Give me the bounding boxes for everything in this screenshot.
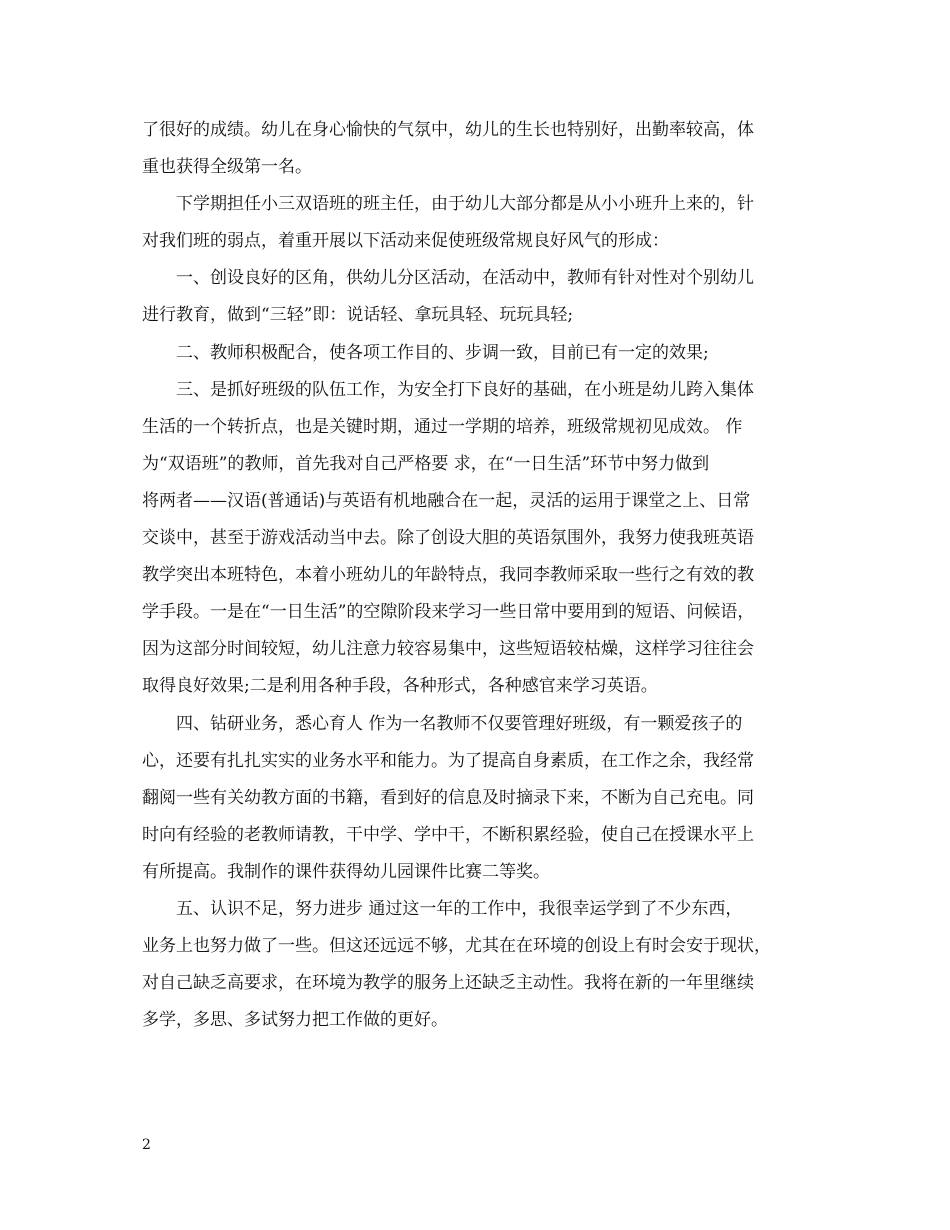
- text-line: 重也获得全级第一名。: [142, 157, 312, 178]
- text-line: 对自己缺乏高要求，在环境为教学的服务上还缺乏主动性。我将在新的一年里继续: [142, 973, 754, 994]
- text-line: 业务上也努力做了一些。但这还远远不够，尤其在在环境的创设上有时会安于现状，: [142, 936, 771, 957]
- text-line: 将两者——汉语(普通话)与英语有机地融合在一起，灵活的运用于课堂之上、日常: [142, 490, 751, 511]
- text-line: 了很好的成绩。幼儿在身心愉快的气氛中，幼儿的生长也特别好，出勤率较高，体: [142, 120, 754, 140]
- body-text: [142, 112, 822, 1039]
- text-line: 时向有经验的老教师请教，干中学、学中干，不断积累经验，使自己在授课水平上: [142, 824, 754, 845]
- text-line: 翻阅一些有关幼教方面的书籍，看到好的信息及时摘录下来，不断为自己充电。同: [142, 787, 754, 808]
- text-line: 对我们班的弱点，着重开展以下活动来促使班级常规良好风气的形成：: [142, 231, 669, 252]
- text-line: 多学，多思、多试努力把工作做的更好。: [142, 1010, 448, 1031]
- text-line: 有所提高。我制作的课件获得幼儿园课件比赛二等奖。: [142, 861, 550, 882]
- text-line: 四、钻研业务，悉心育人 作为一名教师不仅要管理好班级，有一颗爱孩子的: [176, 713, 743, 734]
- text-line: 生活的一个转折点，也是关键时期，通过一学期的培养，班级常规初见成效。 作: [142, 416, 743, 437]
- text-line: 教学突出本班特色，本着小班幼儿的年龄特点，我同李教师采取一些行之有效的教: [142, 565, 754, 586]
- text-line: 交谈中，甚至于游戏活动当中去。除了创设大胆的英语氛围外，我努力使我班英语: [142, 528, 754, 549]
- text-line: 五、认识不足，努力进步 通过这一年的工作中，我很幸运学到了不少东西，: [176, 898, 743, 919]
- text-line: 为“双语班”的教师，首先我对自己严格要 求，在“一日生活”环节中努力做到: [142, 453, 710, 474]
- text-line: 因为这部分时间较短，幼儿注意力较容易集中，这些短语较枯燥，这样学习往往会: [142, 639, 754, 660]
- text-line: 心，还要有扎扎实实的业务水平和能力。为了提高自身素质，在工作之余，我经常: [142, 750, 754, 771]
- text-line: 一、创设良好的区角，供幼儿分区活动，在活动中，教师有针对性对个别幼儿: [176, 268, 754, 289]
- page-number: 2: [142, 1137, 151, 1153]
- text-line: 下学期担任小三双语班的班主任，由于幼儿大部分都是从小小班升上来的，针: [176, 194, 754, 215]
- text-line: 取得良好效果;二是利用各种手段，各种形式，各种感官来学习英语。: [142, 676, 658, 697]
- text-line: 三、是抓好班级的队伍工作，为安全打下良好的基础，在小班是幼儿跨入集体: [176, 379, 754, 400]
- text-line: 学手段。一是在“一日生活”的空隙阶段来学习一些日常中要用到的短语、问候语，: [142, 602, 755, 623]
- text-line: 进行教育，做到“三轻”即：说话轻、拿玩具轻、玩玩具轻;: [142, 305, 574, 326]
- text-line: 二、教师积极配合，使各项工作目的、步调一致，目前已有一定的效果;: [176, 342, 709, 363]
